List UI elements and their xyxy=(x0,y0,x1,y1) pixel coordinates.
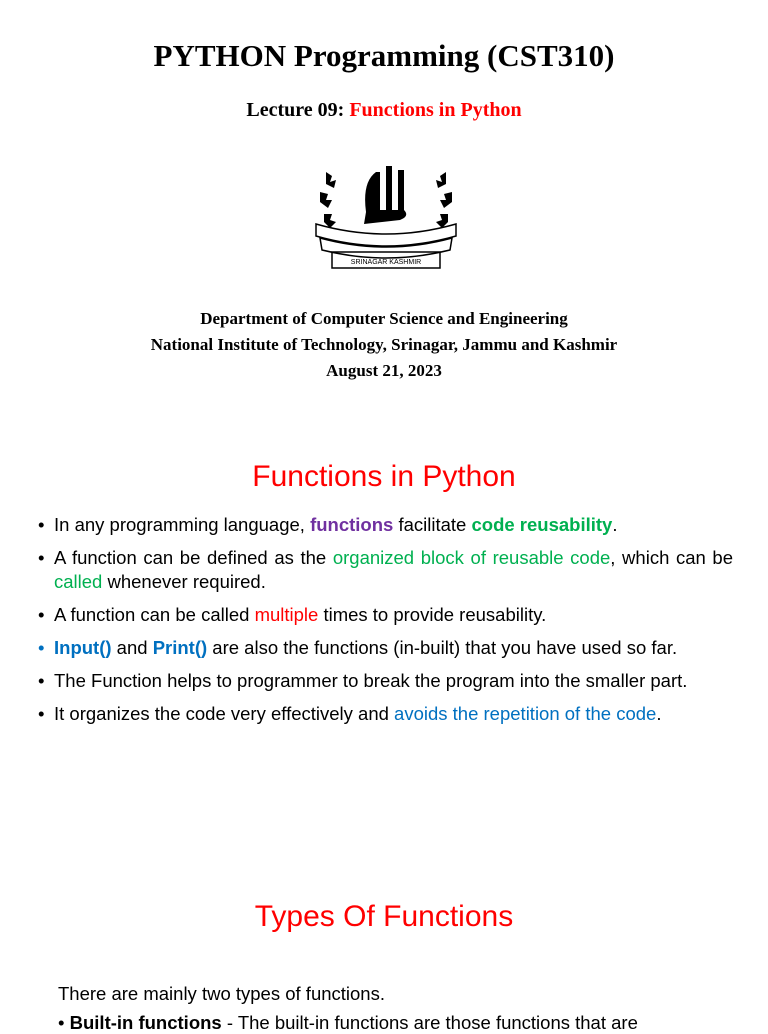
text: are also the functions (in-built) that you have used so far. xyxy=(207,637,678,658)
text: A function can be defined as the xyxy=(54,547,333,568)
list-item: • The Function helps to programmer to break the program into the smaller part. xyxy=(38,669,733,693)
highlight: organized block of reusable code xyxy=(332,547,611,568)
text: It organizes the code very effectively and xyxy=(54,703,395,724)
highlight: multiple xyxy=(254,604,319,625)
page-title: PYTHON Programming (CST310) xyxy=(153,38,615,73)
types-intro: There are mainly two types of functions. xyxy=(58,983,385,1004)
highlight: avoids the repetition of the code xyxy=(394,703,657,724)
list-item xyxy=(38,546,733,594)
lecture-topic: Functions in Python xyxy=(349,99,522,121)
department-block xyxy=(0,306,768,384)
text: whenever required. xyxy=(102,571,266,592)
text: , which can be xyxy=(610,547,734,568)
section-heading-types: Types Of Functions xyxy=(254,900,514,933)
list-item xyxy=(38,513,733,537)
highlight: called xyxy=(54,571,103,592)
text: and xyxy=(111,637,153,658)
institute-name: National Institute of Technology, Srinagar, Jammu and Kashmir xyxy=(150,335,618,354)
list-item xyxy=(38,603,733,627)
highlight: Print() xyxy=(152,637,208,658)
nit-srinagar-logo xyxy=(306,162,466,272)
list-item xyxy=(38,636,733,660)
lecture-date: August 21, 2023 xyxy=(326,361,442,380)
text: . xyxy=(656,703,662,724)
section-heading-functions: Functions in Python xyxy=(252,460,516,493)
list-item xyxy=(38,702,733,726)
highlight: Input() xyxy=(54,637,112,658)
lecture-number: Lecture 09: xyxy=(246,99,350,121)
text: A function can be called xyxy=(54,604,255,625)
highlight: Built-in functions xyxy=(69,1012,222,1033)
text: times to provide reusability. xyxy=(318,604,547,625)
text: . xyxy=(612,514,618,535)
text: - The built-in functions are those functions that are xyxy=(221,1012,638,1033)
highlight: functions xyxy=(310,514,394,535)
highlight: code reusability xyxy=(471,514,613,535)
list-item: • Built-in functions - The built-in functions are those functions that are xyxy=(58,1012,638,1033)
text: facilitate xyxy=(393,514,472,535)
functions-bullet-list xyxy=(38,513,733,735)
text: In any programming language, xyxy=(54,514,311,535)
lecture-subtitle xyxy=(0,99,768,122)
svg-text:SRINAGAR KASHMIR: SRINAGAR KASHMIR xyxy=(350,259,422,266)
department-name: Department of Computer Science and Engineering xyxy=(200,309,568,328)
